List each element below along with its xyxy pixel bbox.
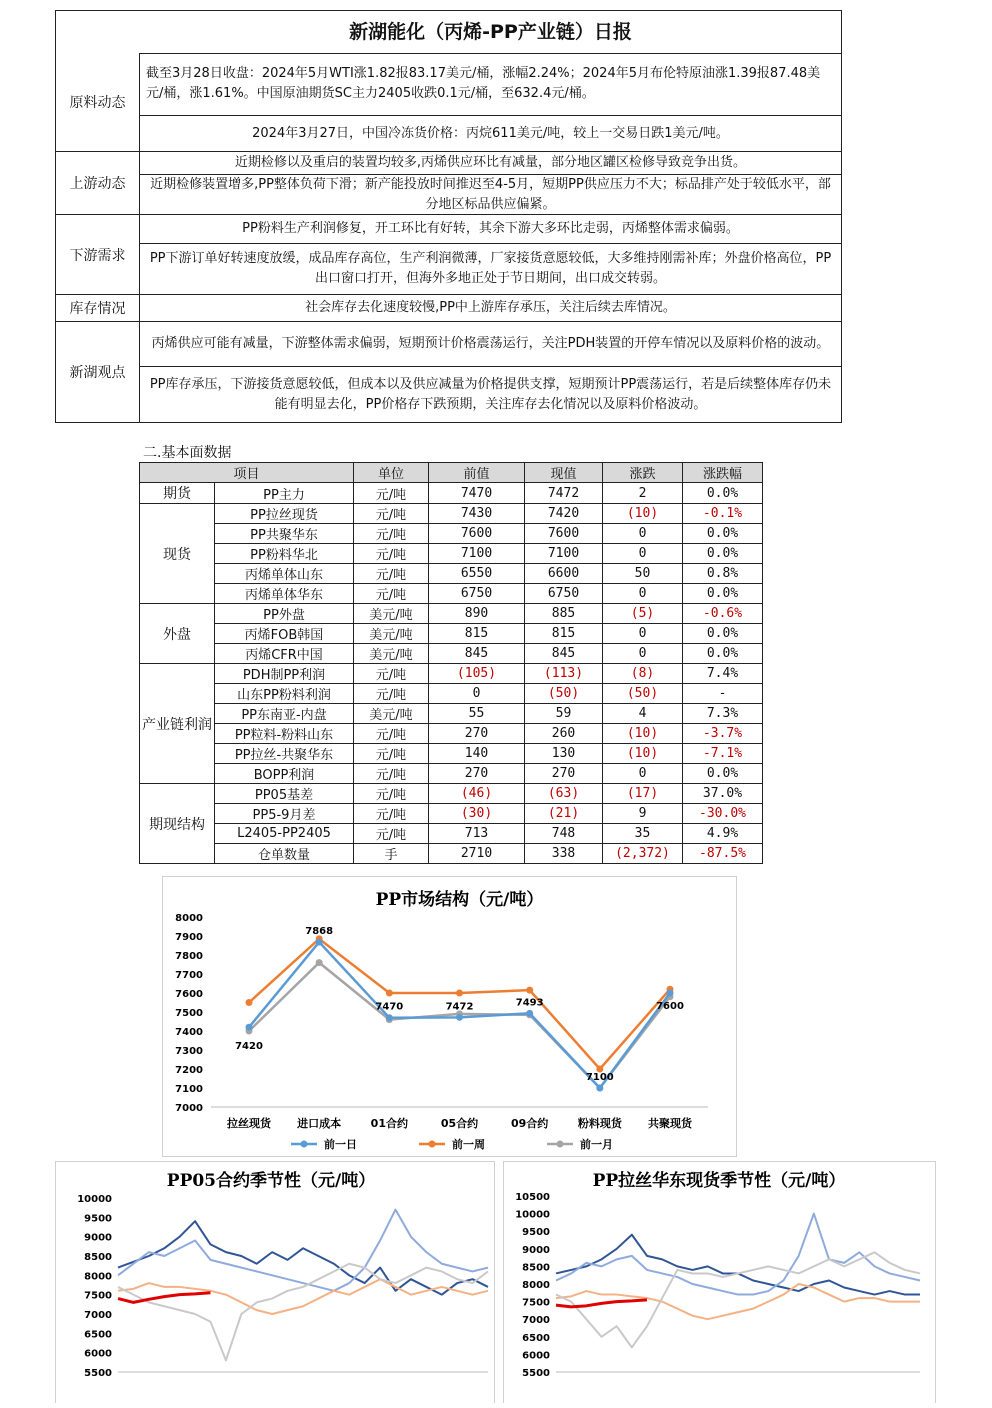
row-curr: 7100 (525, 544, 603, 564)
y-tick-label: 7000 (522, 1315, 550, 1327)
row-change-pct: - (683, 684, 763, 704)
pp05-seasonal-chart (55, 1161, 495, 1403)
row-curr: (113) (525, 664, 603, 684)
row-change: 0 (603, 584, 683, 604)
data-point (456, 1014, 463, 1021)
fundamentals-row (140, 764, 763, 784)
legend-label: 前一日 (324, 1138, 357, 1151)
row-prev: 6750 (429, 584, 525, 604)
y-tick-label: 7400 (175, 1027, 203, 1038)
data-label: 7100 (585, 1072, 614, 1083)
row-item: 丙烯FOB韩国 (215, 624, 354, 644)
y-tick-label: 6500 (84, 1329, 112, 1341)
row-unit: 手 (354, 844, 429, 864)
row-change: 0 (603, 624, 683, 644)
row-item: PP外盘 (215, 604, 354, 624)
row-item: PP东南亚-内盘 (215, 704, 354, 724)
fundamentals-row (140, 684, 763, 704)
fundamentals-row (140, 524, 763, 544)
legend-label: 前一月 (580, 1138, 613, 1151)
header-change: 涨跌 (603, 463, 683, 483)
y-tick-label: 9500 (522, 1227, 550, 1239)
chart-title: PP市场结构（元/吨） (375, 890, 544, 910)
data-point (526, 1010, 533, 1017)
row-prev: 7100 (429, 544, 525, 564)
fundamentals-row (140, 604, 763, 624)
fundamentals-row (140, 544, 763, 564)
row-change-pct: -7.1% (683, 744, 763, 764)
fundamentals-row (140, 744, 763, 764)
section-label-upstream: 上游动态 (56, 152, 140, 215)
row-change-pct: -87.5% (683, 844, 763, 864)
row-unit: 元/吨 (354, 483, 429, 504)
row-item: 仓单数量 (215, 844, 354, 864)
downstream-line-1: PP粉料生产利润修复，开工环比有好转，其余下游大多环比走弱，丙烯整体需求偏弱。 (140, 215, 841, 244)
fundamentals-row (140, 483, 763, 504)
x-tick-label: 09合约 (511, 1117, 549, 1130)
section-label-inventory: 库存情况 (56, 295, 140, 322)
row-unit: 元/吨 (354, 724, 429, 744)
row-item: L2405-PP2405 (215, 824, 354, 844)
fundamentals-section-title: 二.基本面数据 (143, 445, 232, 461)
data-point (386, 1014, 393, 1021)
y-tick-label: 9000 (84, 1232, 112, 1244)
data-point (456, 990, 463, 997)
y-tick-label: 7500 (522, 1297, 550, 1309)
row-item: PP拉丝-共聚华东 (215, 744, 354, 764)
row-prev: 713 (429, 824, 525, 844)
row-curr: 845 (525, 644, 603, 664)
row-curr: 59 (525, 704, 603, 724)
y-tick-label: 5500 (84, 1368, 112, 1379)
fundamentals-row (140, 564, 763, 584)
row-unit: 美元/吨 (354, 704, 429, 724)
row-unit: 元/吨 (354, 764, 429, 784)
fundamentals-row (140, 504, 763, 524)
row-item: 丙烯CFR中国 (215, 644, 354, 664)
row-prev: (46) (429, 784, 525, 804)
row-prev: (30) (429, 804, 525, 824)
data-point (526, 987, 533, 994)
y-tick-label: 7900 (175, 932, 203, 943)
row-change-pct: -0.6% (683, 604, 763, 624)
header-change-pct: 涨跌幅 (683, 463, 763, 483)
y-tick-label: 8000 (175, 913, 203, 924)
row-change: 50 (603, 564, 683, 584)
legend-label: 前一周 (452, 1138, 485, 1151)
row-prev: 270 (429, 724, 525, 744)
y-tick-label: 8500 (84, 1252, 112, 1263)
row-change: 4 (603, 704, 683, 724)
header-item: 项目 (140, 463, 354, 483)
row-item: PP主力 (215, 483, 354, 504)
x-tick-label: 粉料现货 (577, 1117, 622, 1130)
row-change-pct: 0.0% (683, 644, 763, 664)
row-item: PP05基差 (215, 784, 354, 804)
y-tick-label: 7800 (175, 951, 203, 962)
fundamentals-row (140, 784, 763, 804)
data-point (596, 1085, 603, 1092)
row-change: 0 (603, 764, 683, 784)
row-prev: 270 (429, 764, 525, 784)
y-tick-label: 7300 (175, 1046, 203, 1057)
data-label: 7470 (375, 1001, 404, 1013)
row-prev: 55 (429, 704, 525, 724)
row-prev: 7430 (429, 504, 525, 524)
row-item: 丙烯单体山东 (215, 564, 354, 584)
row-group-label: 产业链利润 (140, 664, 215, 784)
data-point (316, 959, 323, 966)
row-change-pct: 0.0% (683, 624, 763, 644)
legend-marker (301, 1141, 308, 1148)
row-curr: 6600 (525, 564, 603, 584)
row-change-pct: -3.7% (683, 724, 763, 744)
row-unit: 美元/吨 (354, 624, 429, 644)
row-change: (2,372) (603, 844, 683, 864)
fundamentals-row (140, 704, 763, 724)
data-label: 7493 (515, 997, 544, 1009)
row-change: (5) (603, 604, 683, 624)
y-tick-label: 6000 (522, 1350, 550, 1362)
row-change: 0 (603, 524, 683, 544)
row-change: (8) (603, 664, 683, 684)
y-tick-label: 7500 (175, 1008, 203, 1019)
row-unit: 元/吨 (354, 584, 429, 604)
view-line-2: PP库存承压，下游接货意愿较低，但成本以及供应减量为价格提供支撑，短期预计PP震荡运行，若是后续整体库存仍未能有明显去化，PP价格存下跌预期，关注库存去化情况以及原料价格波动。 (149, 376, 832, 412)
raw-line-1: 截至3月28日收盘：2024年5月WTI涨1.82报83.17美元/桶，涨幅2.24%；2024年5月布伦特原油涨1.39报87.48美元/桶，涨1.61%。中国原油期货SC主力2405收跌0.1元/桶，至632.4元/桶。 (140, 53, 841, 116)
row-curr: 7600 (525, 524, 603, 544)
daily-report-table (55, 10, 842, 423)
fundamentals-row (140, 624, 763, 644)
row-prev: 890 (429, 604, 525, 624)
y-tick-label: 7700 (175, 970, 203, 981)
y-tick-label: 7500 (84, 1290, 112, 1302)
downstream-line-2: PP下游订单好转速度放缓，成品库存高位，生产利润微薄，厂家接货意愿较低，大多维持刚需补库；外盘价格高位，PP出口窗口打开，但海外多地正处于节日期间，出口成交转弱。 (140, 244, 841, 295)
y-tick-label: 8000 (522, 1280, 550, 1291)
row-change: (10) (603, 744, 683, 764)
row-change: 9 (603, 804, 683, 824)
row-prev: (105) (429, 664, 525, 684)
section-label-raw: 原料动态 (56, 53, 140, 152)
row-prev: 815 (429, 624, 525, 644)
section-label-downstream: 下游需求 (56, 215, 140, 295)
legend-marker (557, 1141, 564, 1148)
x-tick-label: 拉丝现货 (227, 1117, 271, 1130)
row-unit: 元/吨 (354, 804, 429, 824)
pp-drawn-east-seasonal-svg (504, 1162, 935, 1404)
y-tick-label: 10000 (77, 1194, 112, 1205)
series-line (556, 1235, 920, 1295)
row-curr: 7420 (525, 504, 603, 524)
series-line (249, 963, 670, 1088)
row-curr: 6750 (525, 584, 603, 604)
y-tick-label: 10500 (515, 1192, 550, 1203)
row-change: 0 (603, 644, 683, 664)
row-change: (17) (603, 784, 683, 804)
fundamentals-row (140, 664, 763, 684)
row-group-label: 期现结构 (140, 784, 215, 864)
row-change: 2 (603, 483, 683, 504)
series-line (118, 1264, 488, 1361)
report-title: 新湖能化（丙烯-PP产业链）日报 (140, 11, 841, 54)
row-item: PP粒料-粉料山东 (215, 724, 354, 744)
row-change: (10) (603, 724, 683, 744)
y-tick-label: 7000 (84, 1310, 112, 1321)
row-item: PP粉料华北 (215, 544, 354, 564)
data-label: 7868 (305, 926, 334, 938)
row-change: 0 (603, 544, 683, 564)
row-change-pct: 0.0% (683, 764, 763, 784)
row-prev: 2710 (429, 844, 525, 864)
row-curr: 270 (525, 764, 603, 784)
row-unit: 元/吨 (354, 824, 429, 844)
row-group-label: 现货 (140, 504, 215, 604)
data-label: 7472 (445, 1001, 474, 1013)
fundamentals-row (140, 844, 763, 864)
row-curr: (50) (525, 684, 603, 704)
pp05-seasonal-svg (56, 1162, 494, 1404)
market-structure-svg (163, 877, 736, 1156)
raw-line-2: 2024年3月27日，中国冷冻货价格：丙烷611美元/吨，较上一交易日跌1美元/吨。 (140, 116, 841, 152)
y-tick-label: 9000 (522, 1244, 550, 1256)
data-point (316, 939, 323, 946)
row-change-pct: 0.0% (683, 483, 763, 504)
y-tick-label: 9500 (84, 1213, 112, 1225)
row-prev: 140 (429, 744, 525, 764)
data-point (246, 999, 253, 1006)
fundamentals-row (140, 824, 763, 844)
chart-title: PP05合约季节性（元/吨） (166, 1171, 376, 1191)
row-change-pct: 7.3% (683, 704, 763, 724)
x-tick-label: 05合约 (440, 1117, 479, 1130)
row-prev: 0 (429, 684, 525, 704)
y-tick-label: 7200 (175, 1065, 203, 1076)
y-tick-label: 7000 (175, 1103, 203, 1114)
data-label: 7600 (656, 1001, 684, 1012)
fundamentals-header-row (140, 463, 763, 483)
y-tick-label: 7600 (175, 989, 203, 1000)
row-unit: 元/吨 (354, 544, 429, 564)
upstream-line-1: 近期检修以及重启的装置均较多,丙烯供应环比有减量，部分地区罐区检修导致竞争出货。 (140, 152, 841, 175)
pp-drawn-east-seasonal-chart (503, 1161, 936, 1403)
row-change-pct: 7.4% (683, 664, 763, 684)
row-prev: 6550 (429, 564, 525, 584)
row-curr: (21) (525, 804, 603, 824)
row-change-pct: 0.0% (683, 584, 763, 604)
row-unit: 美元/吨 (354, 644, 429, 664)
row-change-pct: -30.0% (683, 804, 763, 824)
row-unit: 元/吨 (354, 744, 429, 764)
view-line-1: 丙烯供应可能有减量，下游整体需求偏弱，短期预计价格震荡运行，关注PDH装置的开停车情况以及原料价格的波动。 (140, 322, 841, 367)
row-change-pct: 4.9% (683, 824, 763, 844)
data-point (246, 1024, 253, 1031)
row-unit: 美元/吨 (354, 604, 429, 624)
row-item: PP拉丝现货 (215, 504, 354, 524)
row-item: PP5-9月差 (215, 804, 354, 824)
row-change-pct: 0.8% (683, 564, 763, 584)
row-change-pct: 0.0% (683, 524, 763, 544)
legend-marker (429, 1141, 436, 1148)
y-tick-label: 8000 (84, 1271, 112, 1283)
y-tick-label: 10000 (515, 1209, 550, 1221)
y-tick-label: 5500 (522, 1368, 550, 1379)
y-tick-label: 6000 (84, 1348, 112, 1360)
y-tick-label: 7100 (175, 1084, 203, 1095)
fundamentals-row (140, 724, 763, 744)
inventory-line-1: 社会库存去化速度较慢,PP中上游库存承压，关注后续去库情况。 (140, 295, 841, 322)
x-tick-label: 01合约 (370, 1117, 408, 1130)
chart-title: PP拉丝华东现货季节性（元/吨） (592, 1171, 846, 1191)
row-unit: 元/吨 (354, 504, 429, 524)
row-curr: 130 (525, 744, 603, 764)
row-change: (50) (603, 684, 683, 704)
row-unit: 元/吨 (354, 564, 429, 584)
row-group-label: 期货 (140, 483, 215, 504)
fundamentals-row (140, 584, 763, 604)
row-change-pct: 0.0% (683, 544, 763, 564)
fundamentals-row (140, 644, 763, 664)
header-unit: 单位 (354, 463, 429, 483)
row-unit: 元/吨 (354, 784, 429, 804)
row-curr: 7472 (525, 483, 603, 504)
y-tick-label: 6500 (522, 1332, 550, 1344)
fundamentals-row (140, 804, 763, 824)
row-prev: 845 (429, 644, 525, 664)
row-unit: 元/吨 (354, 524, 429, 544)
row-curr: 260 (525, 724, 603, 744)
row-unit: 元/吨 (354, 684, 429, 704)
series-line (118, 1210, 488, 1291)
section-label-view: 新湖观点 (56, 322, 140, 422)
data-point (386, 990, 393, 997)
row-prev: 7470 (429, 483, 525, 504)
row-curr: 885 (525, 604, 603, 624)
row-item: BOPP利润 (215, 764, 354, 784)
data-point (667, 990, 674, 997)
y-tick-label: 8500 (522, 1262, 550, 1274)
row-curr: (63) (525, 784, 603, 804)
row-item: 山东PP粉料利润 (215, 684, 354, 704)
row-curr: 815 (525, 624, 603, 644)
header-prev: 前值 (429, 463, 525, 483)
row-item: PP共聚华东 (215, 524, 354, 544)
market-structure-chart (162, 876, 737, 1157)
row-change-pct: 37.0% (683, 784, 763, 804)
row-unit: 元/吨 (354, 664, 429, 684)
row-curr: 748 (525, 824, 603, 844)
row-change: (10) (603, 504, 683, 524)
row-item: 丙烯单体华东 (215, 584, 354, 604)
fundamentals-table (139, 462, 763, 864)
row-prev: 7600 (429, 524, 525, 544)
row-group-label: 外盘 (140, 604, 215, 664)
series-line (556, 1252, 920, 1347)
header-curr: 现值 (525, 463, 603, 483)
row-change: 35 (603, 824, 683, 844)
row-change-pct: -0.1% (683, 504, 763, 524)
data-label: 7420 (235, 1041, 263, 1053)
row-curr: 338 (525, 844, 603, 864)
upstream-line-2: 近期检修装置增多,PP整体负荷下滑；新产能投放时间推迟至4-5月，短期PP供应压力不大；标品排产处于较低水平，部分地区标品供应偏紧。 (140, 175, 841, 215)
x-tick-label: 进口成本 (297, 1117, 342, 1130)
row-item: PDH制PP利润 (215, 664, 354, 684)
x-tick-label: 共聚现货 (648, 1117, 692, 1130)
